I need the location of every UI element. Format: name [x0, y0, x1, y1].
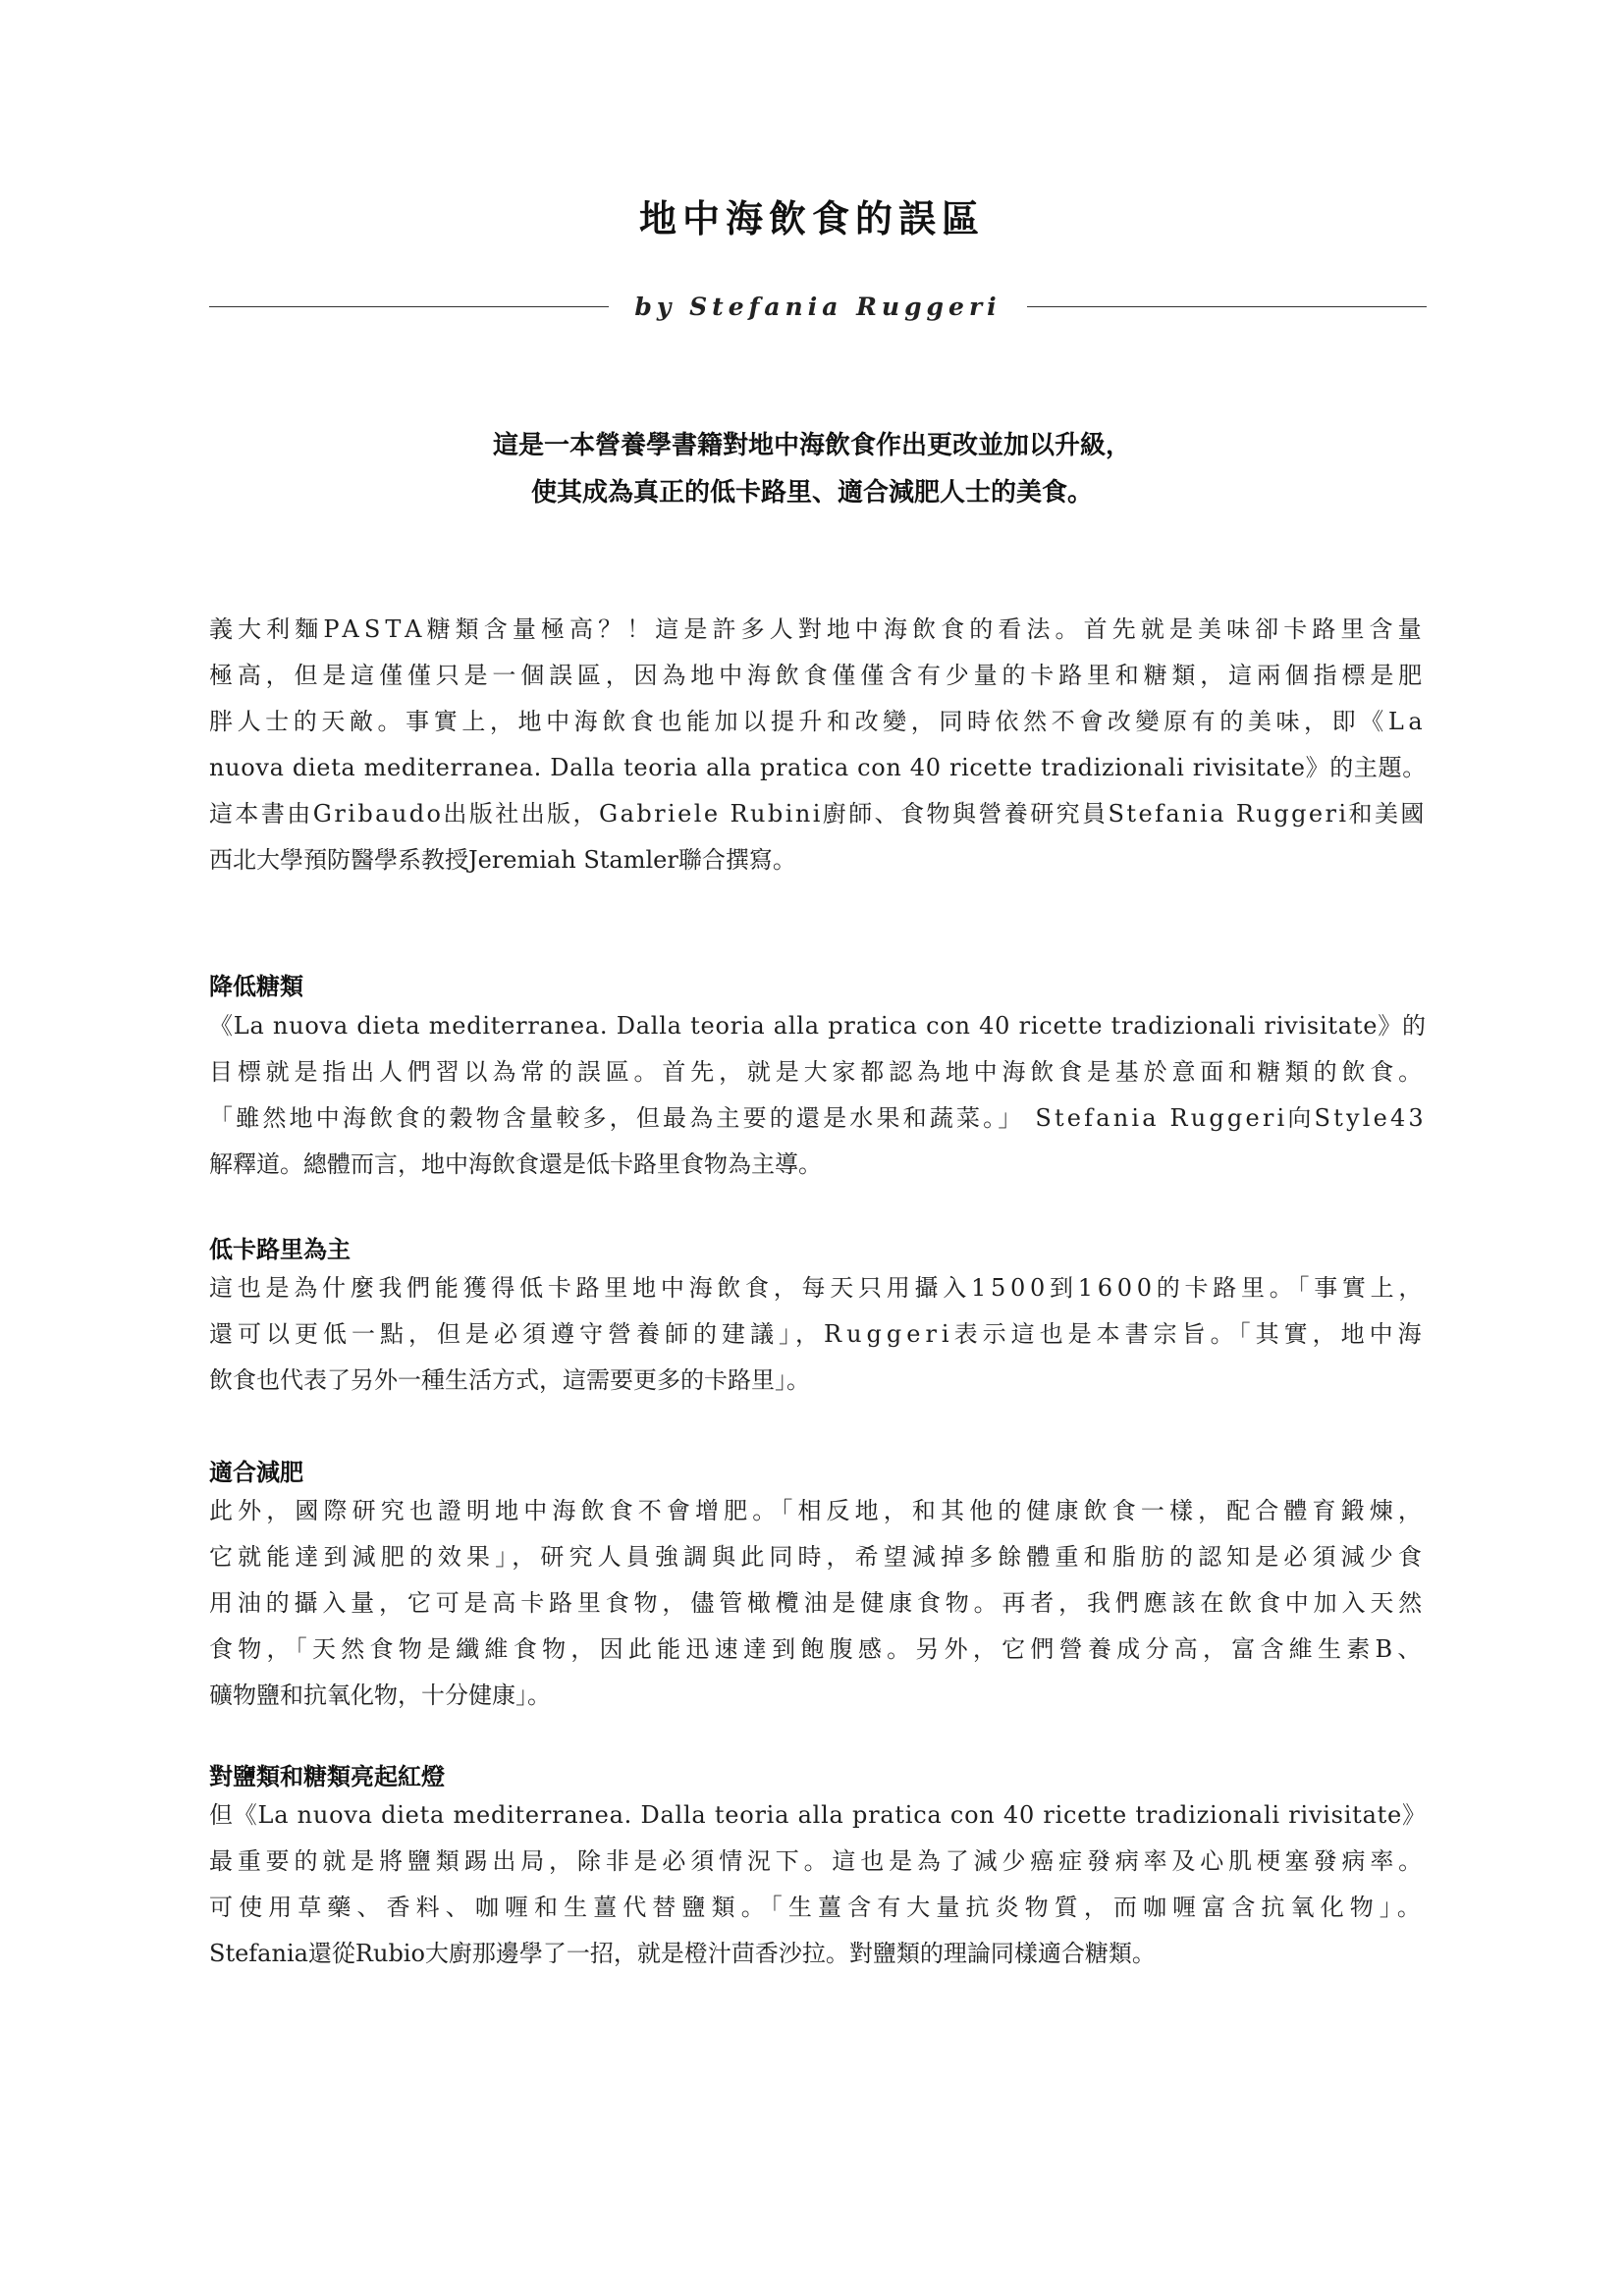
intro-line: 胖人士的天敵。事實上，地中海飲食也能加以提升和改變，同時依然不會改變原有的美味，即《La [209, 708, 1428, 735]
section-line: 此外，國際研究也證明地中海飲食不會增肥。「相反地，和其他的健康飲食一樣，配合體育鍛煉， [209, 1497, 1427, 1524]
section-heading: 低卡路里為主 [209, 1235, 351, 1263]
section-line: 飲食也代表了另外一種生活方式，這需要更多的卡路里」。 [209, 1366, 810, 1394]
intro-paragraph [209, 607, 1427, 883]
author-byline: by Stefania Ruggeri [634, 292, 1001, 321]
section-body [209, 1488, 1427, 1719]
section-line: 解釋道。總體而言，地中海飲食還是低卡路里食物為主導。 [209, 1150, 822, 1178]
section-line: 「雖然地中海飲食的穀物含量較多，但最為主要的還是水果和蔬菜。」 Stefania Ruggeri向Style43 [209, 1104, 1427, 1132]
lead-line: 使其成為真正的低卡路里、適合減肥人士的美食。 [530, 478, 1093, 507]
section-line: 食物，「天然食物是纖維食物，因此能迅速達到飽腹感。另外，它們營養成分高，富含維生素B、 [209, 1635, 1427, 1663]
intro-line: 西北大學預防醫學系教授Jeremiah Stamler聯合撰寫。 [209, 846, 796, 874]
section-line: Stefania還從Rubio大廚那邊學了一招，就是橙汁茴香沙拉。對鹽類的理論同樣適合糖類。 [209, 1940, 1156, 1967]
section-line: 但《La nuova dieta mediterranea. Dalla teoria alla pratica con 40 ricette tradizionali rivisitate》 [209, 1801, 1427, 1829]
intro-line: 義大利麵PASTA糖類含量極高？！這是許多人對地中海飲食的看法。首先就是美味卻卡路里含量 [209, 615, 1427, 643]
byline-row [209, 287, 1427, 326]
section-heading: 降低糖類 [209, 972, 303, 1000]
section-line: 還可以更低一點，但是必須遵守營養師的建議」，Ruggeri表示這也是本書宗旨。「其實，地中海 [209, 1320, 1427, 1348]
lead-paragraph [0, 422, 1624, 516]
section-line: 《La nuova dieta mediterranea. Dalla teoria alla pratica con 40 ricette tradizionali rivisitate》的 [209, 1012, 1427, 1040]
article-title: 地中海飲食的誤區 [638, 196, 985, 240]
section-body [209, 1265, 1427, 1404]
section-heading: 對鹽類和糖類亮起紅燈 [209, 1762, 445, 1790]
byline-rule-right [1027, 306, 1427, 307]
section-line: 礦物鹽和抗氧化物，十分健康」。 [209, 1682, 551, 1709]
section-body [209, 1003, 1427, 1188]
intro-line: 極高，但是這僅僅只是一個誤區，因為地中海飲食僅僅含有少量的卡路里和糖類，這兩個指標是肥 [209, 662, 1427, 689]
intro-line: nuova dieta mediterranea. Dalla teoria alla pratica con 40 ricette tradizionali rivisitate》的主題。 [209, 754, 1427, 781]
lead-line: 這是一本營養學書籍對地中海飲食作出更改並加以升級， [492, 431, 1131, 460]
byline-rule-left [209, 306, 609, 307]
section-line: 這也是為什麼我們能獲得低卡路里地中海飲食，每天只用攝入1500到1600的卡路里。「事實上， [209, 1274, 1428, 1302]
section-line: 最重要的就是將鹽類踢出局，除非是必須情況下。這也是為了減少癌症發病率及心肌梗塞發病率。 [209, 1847, 1427, 1875]
section-body [209, 1792, 1427, 1977]
section-heading: 適合減肥 [209, 1458, 303, 1486]
section-line: 可使用草藥、香料、咖喱和生薑代替鹽類。「生薑含有大量抗炎物質，而咖喱富含抗氧化物」。 [209, 1894, 1427, 1921]
section-line: 用油的攝入量，它可是高卡路里食物，儘管橄欖油是健康食物。再者，我們應該在飲食中加入天然 [209, 1589, 1427, 1617]
section-line: 目標就是指出人們習以為常的誤區。首先，就是大家都認為地中海飲食是基於意面和糖類的飲食。 [209, 1058, 1427, 1086]
section-line: 它就能達到減肥的效果」，研究人員強調與此同時，希望減掉多餘體重和脂肪的認知是必須減少食 [209, 1543, 1427, 1571]
intro-line: 這本書由Gribaudo出版社出版，Gabriele Rubini廚師、食物與營養研究員Stefania Ruggeri和美國 [209, 800, 1427, 828]
